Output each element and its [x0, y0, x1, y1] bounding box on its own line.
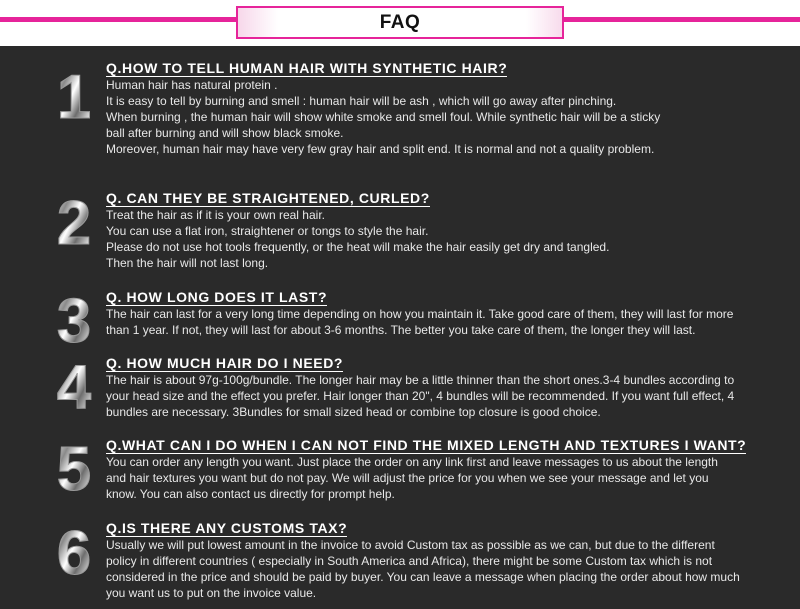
- faq-answer-4: The hair is about 97g-100g/bundle. The longer hair may be a little thinner than the short ones.3-4 bundles according to your head size and the effect you prefer. Hair longer than 20", 4 bundles will be recommended. If you want full effect, 4 bundles are necessary. 3Bundles for small sized head or combine top closure is good choice.: [106, 373, 735, 419]
- faq-question-1: Q.HOW TO TELL HUMAN HAIR WITH SYNTHETIC HAIR?: [106, 60, 508, 76]
- svg-text:2: 2: [56, 192, 92, 250]
- svg-text:4: 4: [56, 356, 92, 414]
- number-4-icon: [52, 356, 96, 414]
- faq-question-6: Q.IS THERE ANY CUSTOMS TAX?: [106, 520, 348, 536]
- faq-title-box: [236, 6, 564, 39]
- svg-text:5: 5: [56, 438, 92, 496]
- faq-answer-1: Human hair has natural protein . It is easy to tell by burning and smell : human hair will be ash , which will go away after pinching. When burning , the human hair will show white smoke and smell foul. While synthetic hair will be a sticky ball after burning and will show black smoke. Moreover, human hair may have very few gray hair and split end. It is normal and not a quality problem.: [106, 78, 661, 156]
- page-title: FAQ: [379, 11, 421, 33]
- number-5-icon: [52, 438, 96, 496]
- svg-text:6: 6: [56, 522, 92, 580]
- number-1-icon: [52, 66, 96, 124]
- faq-header: [0, 0, 800, 46]
- number-3-icon: [52, 290, 96, 348]
- faq-answer-3: The hair can last for a very long time depending on how you maintain it. Take good care of them, they will last for more than 1 year. If not, they will last for about 3-6 months. The better you take care of them, the longer they will last.: [106, 307, 734, 337]
- faq-list: [0, 46, 800, 609]
- faq-question-5: Q.WHAT CAN I DO WHEN I CAN NOT FIND THE MIXED LENGTH AND TEXTURES I WANT?: [106, 437, 747, 453]
- faq-answer-2: Treat the hair as if it is your own real hair. You can use a flat iron, straightener or tongs to style the hair. Please do not use hot tools frequently, or the heat will make the hair easily get dry and tangled. Then the hair will not last long.: [106, 208, 610, 270]
- faq-question-4: Q. HOW MUCH HAIR DO I NEED?: [106, 355, 344, 371]
- svg-text:3: 3: [56, 290, 92, 348]
- faq-question-3: Q. HOW LONG DOES IT LAST?: [106, 289, 328, 305]
- faq-answer-5: You can order any length you want. Just place the order on any link first and leave messages to us about the length and hair textures you want but do not pay. We will adjust the price for you when we see your message and let you know. You can also contact us directly for prompt help.: [106, 455, 718, 501]
- number-6-icon: [52, 522, 96, 580]
- svg-text:1: 1: [56, 66, 92, 124]
- faq-answer-6: Usually we will put lowest amount in the invoice to avoid Custom tax as possible as we can, but due to the different policy in different countries ( especially in South America and Africa), there might be some Custom tax which is not considered in the price and should be paid by buyer. You can leave a message when placing the order about how much you want us to put on the invoice value.: [106, 538, 740, 600]
- number-2-icon: [52, 192, 96, 250]
- faq-question-2: Q. CAN THEY BE STRAIGHTENED, CURLED?: [106, 190, 430, 206]
